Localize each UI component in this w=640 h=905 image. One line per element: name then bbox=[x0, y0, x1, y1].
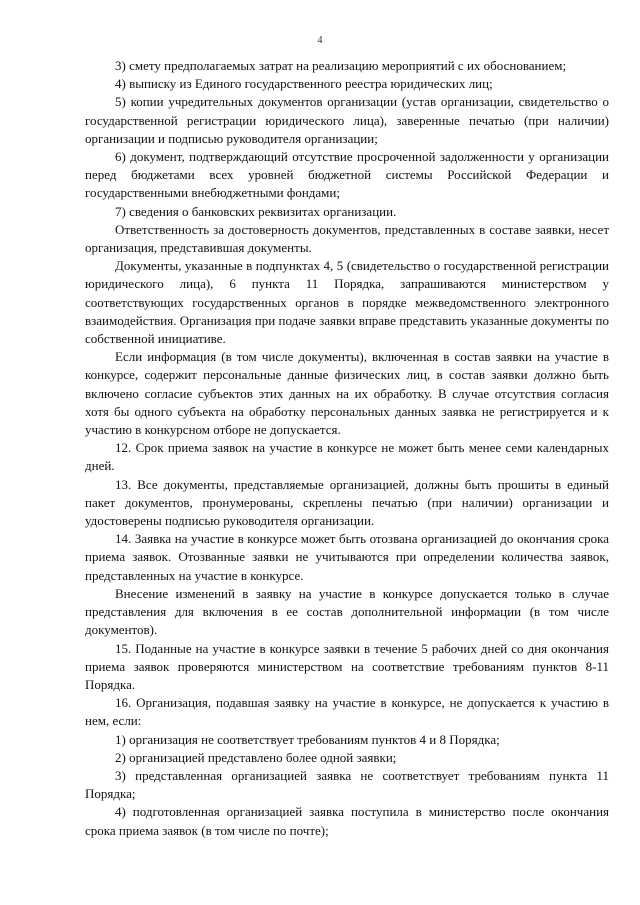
paragraph-point-16: 16. Организация, подавшая заявку на участие в конкурсе, не допускается к участию в нем, если: bbox=[85, 695, 609, 729]
paragraph-point-14: 14. Заявка на участие в конкурсе может быть отозвана организацией до окончания срока приема заявок. Отозванные заявки не учитываются при определении количества заявок, представленных на участие в конкурсе. bbox=[85, 531, 609, 583]
paragraph-point-12: 12. Срок приема заявок на участие в конкурсе не может быть менее семи календарных дней. bbox=[85, 440, 609, 474]
paragraph-item-4: 4) выписку из Единого государственного реестра юридических лиц; bbox=[115, 76, 493, 92]
paragraph-16-item-2: 2) организацией представлено более одной заявки; bbox=[115, 749, 397, 765]
paragraph-16-item-1: 1) организация не соответствует требованиям пунктов 4 и 8 Порядка; bbox=[115, 731, 500, 747]
paragraph-responsibility: Ответственность за достоверность документов, представленных в составе заявки, несет организация, представившая документы. bbox=[85, 221, 609, 256]
paragraph-16-item-3: 3) представленная организацией заявка не соответствует требованиям пункта 11 Порядка; bbox=[85, 767, 609, 802]
paragraph-point-13: 13. Все документы, представляемые организацией, должны быть прошиты в единый пакет документов, пронумерованы, скреплены печатью (при наличии) организации и удостоверены подписью руководителя организации. bbox=[85, 476, 609, 529]
paragraph-item-7: 7) сведения о банковских реквизитах организации. bbox=[115, 203, 397, 219]
page-number: 4 bbox=[317, 35, 323, 46]
document-body bbox=[85, 57, 609, 840]
paragraph-personal-data: Если информация (в том числе документы), включенная в состав заявки на участие в конкурсе, содержит персональные данные физических лиц, в состав заявки должно быть включено согласие субъектов этих данных на их обработку. В случае отсутствия согласия хотя бы одного субъекта на обработку персональных данных заявка не регистрируется и к участию в конкурсном отборе не допускается. bbox=[85, 349, 609, 438]
paragraph-interagency-request: Документы, указанные в подпунктах 4, 5 (свидетельство о государственной регистрации юридического лица), 6 пункта 11 Порядка, запрашиваются министерством у соответствующих государственных органов в порядке межведомственного электронного взаимодействия. Организация при подаче заявки вправе представить указанные документы по собственной инициативе. bbox=[85, 258, 609, 347]
paragraph-16-item-4: 4) подготовленная организацией заявка поступила в министерство после окончания срока приема заявок (в том числе по почте); bbox=[85, 804, 609, 838]
paragraph-item-6: 6) документ, подтверждающий отсутствие просроченной задолженности у организации перед бюджетами всех уровней бюджетной системы Российской Федерации и государственными внебюджетными фондами; bbox=[85, 149, 609, 201]
paragraph-item-5: 5) копии учредительных документов организации (устав организации, свидетельство о государственной регистрации юридического лица), заверенные печатью (при наличии) организации и подписью руководителя организации; bbox=[85, 94, 609, 146]
paragraph-point-15: 15. Поданные на участие в конкурсе заявки в течение 5 рабочих дней со дня окончания приема заявок проверяются министерством на соответствие требованиям пунктов 8-11 Порядка. bbox=[85, 640, 609, 692]
paragraph-amendments: Внесение изменений в заявку на участие в конкурсе допускается только в случае представления для включения в ее состав дополнительной информации (в том числе документов). bbox=[85, 585, 609, 638]
paragraph-item-3: 3) смету предполагаемых затрат на реализацию мероприятий с их обоснованием; bbox=[115, 58, 567, 73]
